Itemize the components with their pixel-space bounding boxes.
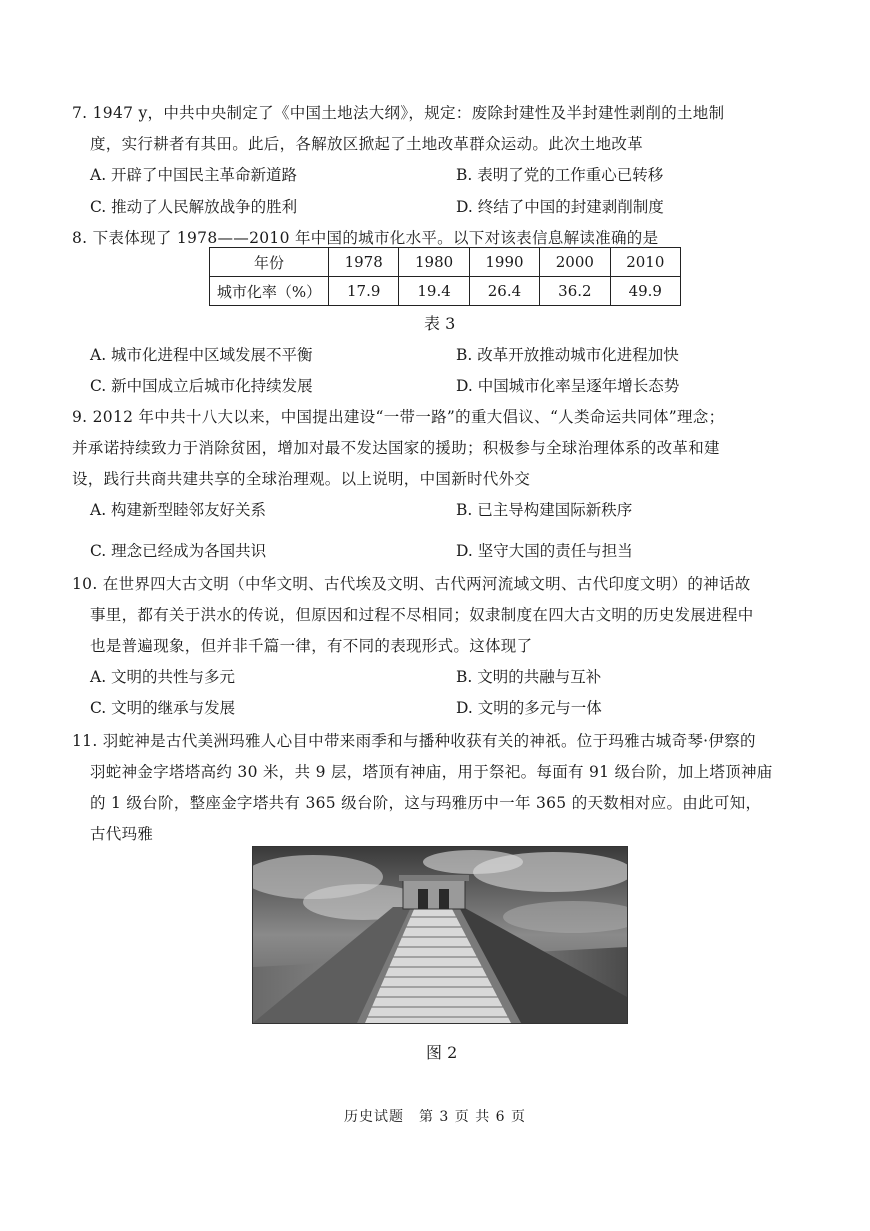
urbanization-table xyxy=(209,247,681,306)
table-cell-year: 1980 xyxy=(399,248,469,277)
q10-stem-line3: 也是普遍现象，但并非千篇一律，有不同的表现形式。这体现了 xyxy=(90,637,533,655)
table-caption: 表 3 xyxy=(424,314,456,333)
table-header-rate: 城市化率（%） xyxy=(210,277,329,306)
q7-option-c: C. 推动了人民解放战争的胜利 xyxy=(90,198,298,216)
table-header-year: 年份 xyxy=(210,248,329,277)
table-cell-rate: 19.4 xyxy=(399,277,469,306)
q9-stem-line3: 设，践行共商共建共享的全球治理观。以上说明，中国新时代外交 xyxy=(72,470,531,488)
q8-stem-line1: 8. 下表体现了 1978——2010 年中国的城市化水平。以下对该表信息解读准确的是 xyxy=(72,229,659,247)
page-footer: 历史试题 第 3 页 共 6 页 xyxy=(343,1109,527,1125)
table-cell-year: 1978 xyxy=(329,248,399,277)
q9-option-c: C. 理念已经成为各国共识 xyxy=(90,542,267,560)
q7-option-a: A. 开辟了中国民主革命新道路 xyxy=(90,166,298,184)
q8-option-c: C. 新中国成立后城市化持续发展 xyxy=(90,377,313,395)
q8-option-a: A. 城市化进程中区域发展不平衡 xyxy=(90,346,313,364)
q7-option-d: D. 终结了中国的封建剥削制度 xyxy=(456,198,664,216)
q11-stem-line3: 的 1 级台阶，整座金字塔共有 365 级台阶，这与玛雅历中一年 365 的天数相对应。由此可知， xyxy=(90,794,762,812)
pyramid-photo xyxy=(252,846,628,1024)
q10-option-d: D. 文明的多元与一体 xyxy=(456,699,602,717)
table-cell-year: 2000 xyxy=(540,248,610,277)
table-cell-rate: 36.2 xyxy=(540,277,610,306)
q8-option-d: D. 中国城市化率呈逐年增长态势 xyxy=(456,377,680,395)
q11-stem-line4: 古代玛雅 xyxy=(90,825,154,843)
q9-option-b: B. 已主导构建国际新秩序 xyxy=(456,501,633,519)
q10-option-c: C. 文明的继承与发展 xyxy=(90,699,236,717)
q8-option-b: B. 改革开放推动城市化进程加快 xyxy=(456,346,679,364)
q10-stem-line2: 事里，都有关于洪水的传说，但原因和过程不尽相同；奴隶制度在四大古文明的历史发展进程中 xyxy=(90,606,754,624)
q9-option-d: D. 坚守大国的责任与担当 xyxy=(456,542,633,560)
q9-stem-line1: 9. 2012 年中共十八大以来，中国提出建设“一带一路”的重大倡议、“人类命运共同体”理念； xyxy=(72,408,725,426)
table-row-rates xyxy=(210,277,681,306)
table-cell-rate: 49.9 xyxy=(610,277,680,306)
table-cell-year: 2010 xyxy=(610,248,680,277)
table-row-years xyxy=(210,248,681,277)
figure-caption: 图 2 xyxy=(426,1043,458,1062)
q10-option-a: A. 文明的共性与多元 xyxy=(90,668,236,686)
q11-stem-line2: 羽蛇神金字塔塔高约 30 米，共 9 层，塔顶有神庙，用于祭祀。每面有 91 级台阶，加上塔顶神庙 xyxy=(90,763,773,781)
table-cell-year: 1990 xyxy=(469,248,539,277)
table-cell-rate: 17.9 xyxy=(329,277,399,306)
q7-stem-line2: 度，实行耕者有其田。此后，各解放区掀起了土地改革群众运动。此次土地改革 xyxy=(90,135,644,153)
table-cell-rate: 26.4 xyxy=(469,277,539,306)
q10-stem-line1: 10. 在世界四大古文明（中华文明、古代埃及文明、古代两河流域文明、古代印度文明）的神话故 xyxy=(72,575,751,593)
q11-stem-line1: 11. 羽蛇神是古代美洲玛雅人心目中带来雨季和与播种收获有关的神祇。位于玛雅古城奇琴·伊察的 xyxy=(72,732,756,750)
q9-stem-line2: 并承诺持续致力于消除贫困，增加对最不发达国家的援助；积极参与全球治理体系的改革和建 xyxy=(72,439,720,457)
q7-option-b: B. 表明了党的工作重心已转移 xyxy=(456,166,664,184)
q10-option-b: B. 文明的共融与互补 xyxy=(456,668,602,686)
q9-option-a: A. 构建新型睦邻友好关系 xyxy=(90,501,267,519)
q7-stem-line1: 7. 1947 y，中共中央制定了《中国土地法大纲》，规定：废除封建性及半封建性剥削的土地制 xyxy=(72,104,725,122)
